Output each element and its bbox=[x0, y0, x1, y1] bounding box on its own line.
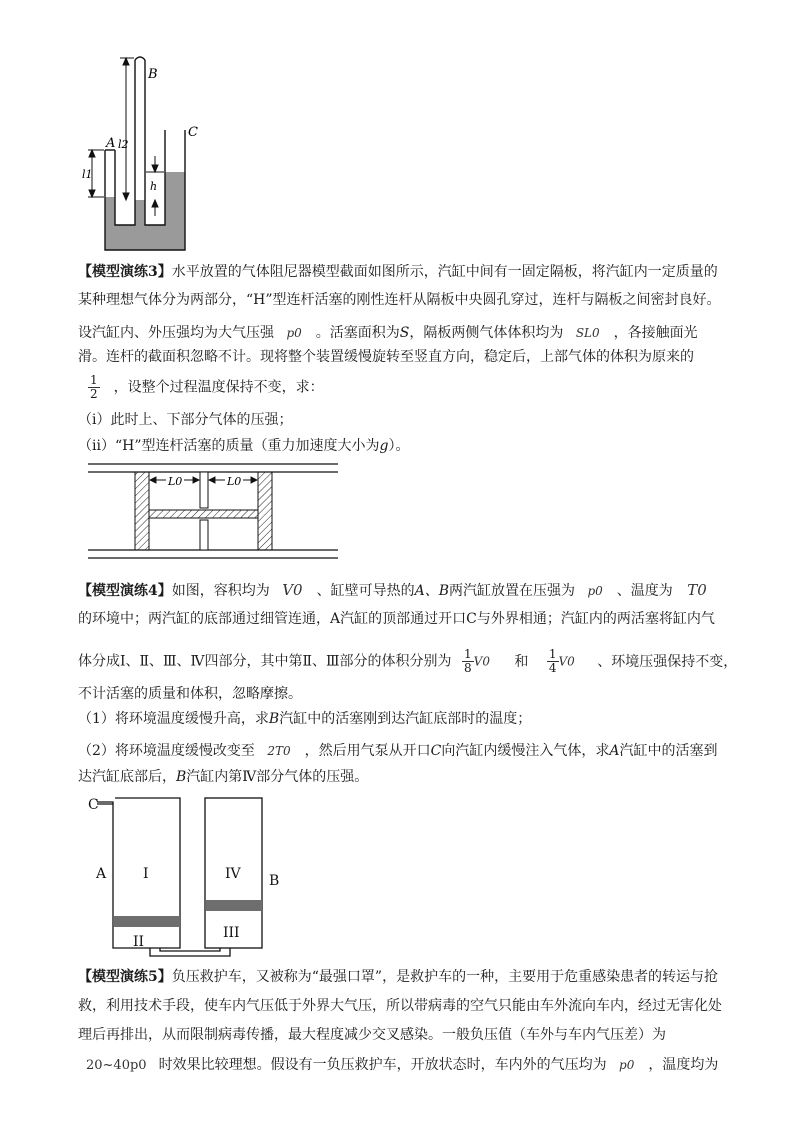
label-B-cyl: B bbox=[269, 873, 280, 889]
label-C-open: C bbox=[88, 797, 99, 813]
ex3-question-2 bbox=[78, 436, 409, 456]
ex4-text-3b: 、环境压强保持不变， bbox=[597, 653, 738, 670]
ex5-text-3: 理后再排出，从而限制病毒传播，最大程度减少交叉感染。一般负压值（车外与车内气压差）为 bbox=[78, 1027, 666, 1043]
ex4-q3-a: 达汽缸底部后， bbox=[78, 769, 176, 785]
ex3-text-2: 某种理想气体分为两部分，“H”型连杆活塞的刚性连杆从隔板中央圆孔穿过，连杆与隔板之间密封良好。 bbox=[78, 292, 721, 308]
label-IV: IV bbox=[225, 866, 241, 882]
ex4-text-1d: 、温度为 bbox=[616, 583, 673, 599]
gravity-symbol: g bbox=[379, 438, 389, 454]
label-l1: l1 bbox=[82, 168, 93, 181]
ex5-text-2: 救，利用技术手段，使车内气压低于外界大气压，所以带病毒的空气只能由车外流向车内，经过无害化处 bbox=[78, 998, 722, 1014]
p0-symbol-ex4: p0 bbox=[587, 584, 603, 598]
SL0-symbol: SL0 bbox=[575, 326, 600, 340]
ex5-title: 【模型演练5】 bbox=[78, 969, 172, 985]
eighth-fraction: $\frac{1}{8}$ bbox=[464, 647, 472, 675]
p0-symbol: p0 bbox=[286, 326, 302, 340]
label-III: III bbox=[223, 925, 240, 941]
ex5-line-3 bbox=[78, 1025, 666, 1045]
V0-frac2: V0 bbox=[558, 654, 575, 669]
ex3-title: 【模型演练3】 bbox=[78, 264, 172, 280]
ex4-line-4 bbox=[78, 684, 302, 704]
label-l2: l2 bbox=[118, 138, 129, 151]
ex4-q3-b: 汽缸内第Ⅳ部分气体的压强。 bbox=[186, 769, 369, 785]
ex4-text-4: 不计活塞的质量和体积，忽略摩擦。 bbox=[78, 686, 302, 702]
ex4-q2-C: C bbox=[430, 743, 442, 759]
ex5-line-2 bbox=[78, 996, 722, 1016]
ex4-q1-a: （1）将环境温度缓慢升高，求 bbox=[78, 711, 269, 727]
ex4-q1-B: B bbox=[268, 711, 280, 727]
ex4-text-2: 的环境中；两汽缸的底部通过细管连通，A汽缸的顶部通过开口C与外界相通；汽缸内的两活塞将缸内气 bbox=[78, 611, 715, 627]
label-A-cyl: A bbox=[96, 866, 107, 882]
area-symbol: S bbox=[399, 325, 410, 341]
ex3-line-5 bbox=[78, 374, 324, 401]
ex3-line-1 bbox=[78, 262, 718, 282]
label-I: I bbox=[143, 866, 149, 882]
ex4-q3-B: B bbox=[176, 769, 187, 785]
ex4-q2-A: A bbox=[609, 743, 620, 759]
label-C: C bbox=[188, 125, 198, 140]
half-fraction: $\frac{1}{2}$ bbox=[90, 373, 98, 401]
ex4-q1-b: 汽缸中的活塞刚到达汽缸底部时的温度； bbox=[279, 711, 532, 727]
ex4-line-3 bbox=[78, 648, 737, 675]
label-B: B bbox=[148, 67, 158, 82]
ex3-q2-text-b: ）。 bbox=[388, 438, 410, 454]
2T0-symbol: 2T0 bbox=[267, 744, 291, 758]
ex3-question-1 bbox=[78, 410, 292, 430]
quarter-fraction: $\frac{1}{4}$ bbox=[548, 647, 557, 675]
ex4-text-3a: 体分成Ⅰ、Ⅱ、Ⅲ、Ⅳ四部分，其中第Ⅱ、Ⅲ部分的体积分别为 bbox=[78, 653, 452, 670]
ex5-text-1: 负压救护车，又被称为“最强口罩”，是救护车的一种，主要用于危重感染患者的转运与抢 bbox=[171, 969, 719, 985]
ex4-q2-a: （2）将环境温度缓慢改变至 bbox=[78, 743, 255, 759]
ex4-q2-c: 向汽缸内缓慢注入气体，求 bbox=[441, 743, 610, 759]
ex4-title: 【模型演练4】 bbox=[78, 583, 172, 599]
ex4-line-2 bbox=[78, 609, 715, 629]
V0-symbol: V0 bbox=[282, 581, 303, 599]
pressure-range: 20~40p0 bbox=[86, 1058, 147, 1073]
ex4-text-1c: 两汽缸放置在压强为 bbox=[449, 583, 575, 599]
ex4-text-1a: 如图，容积均为 bbox=[171, 583, 270, 599]
ex3-q2-text-a: （ii）“H”型连杆活塞的质量（重力加速度大小为 bbox=[78, 438, 380, 454]
ex3-line-2 bbox=[78, 290, 721, 310]
ex3-line-3 bbox=[78, 323, 698, 343]
ex4-text-1b: 、缸壁可导热的 bbox=[316, 583, 415, 599]
p0-symbol-ex5: p0 bbox=[619, 1058, 635, 1072]
ex3-text-3a: 设汽缸内、外压强均为大气压强 bbox=[78, 325, 274, 341]
ex4-q2-b: ，然后用气泵从开口 bbox=[304, 743, 431, 759]
gas-damper-figure bbox=[88, 458, 343, 568]
L0-left-label: L0 bbox=[168, 475, 183, 488]
ex5-line-1 bbox=[78, 967, 718, 987]
label-h: h bbox=[150, 180, 158, 193]
ex4-question-2-cont bbox=[78, 767, 368, 787]
label-II: II bbox=[133, 934, 145, 950]
ex3-text-5: ，设整个过程温度保持不变，求： bbox=[113, 379, 324, 396]
two-cylinder-figure bbox=[85, 790, 295, 965]
u-tube-figure bbox=[80, 50, 220, 260]
ex4-question-1 bbox=[78, 709, 531, 729]
ex3-text-3c: ，隔板两侧气体体积均为 bbox=[409, 325, 564, 341]
ex5-text-4a: 时效果比较理想。假设有一负压救护车，开放状态时，车内外的气压均为 bbox=[158, 1057, 607, 1073]
label-A: A bbox=[106, 136, 116, 151]
ex4-q2-d: 汽缸中的活塞到 bbox=[619, 743, 718, 759]
and-text: 和 bbox=[514, 653, 529, 670]
ex4-line-1 bbox=[78, 580, 707, 601]
ex3-text-3b: 。活塞面积为 bbox=[315, 325, 400, 341]
ex3-line-4 bbox=[78, 347, 694, 367]
ex3-text-3d: ，各接触面光 bbox=[613, 325, 698, 341]
T0-symbol: T0 bbox=[687, 581, 707, 599]
V0-frac1: V0 bbox=[473, 654, 490, 669]
ex3-text-1: 水平放置的气体阻尼器模型截面如图所示，汽缸中间有一固定隔板，将汽缸内一定质量的 bbox=[171, 264, 718, 280]
ex3-q1-text: （i）此时上、下部分气体的压强； bbox=[78, 412, 293, 428]
ex5-line-4 bbox=[78, 1055, 718, 1076]
ex5-text-4b: ，温度均为 bbox=[648, 1057, 719, 1073]
L0-right-label: L0 bbox=[227, 475, 242, 488]
ex4-AB: A、B bbox=[414, 583, 449, 599]
ex4-question-2 bbox=[78, 741, 718, 761]
ex3-text-4: 滑。连杆的截面积忽略不计。现将整个装置缓慢旋转至竖直方向，稳定后，上部气体的体积为原来的 bbox=[78, 349, 694, 365]
